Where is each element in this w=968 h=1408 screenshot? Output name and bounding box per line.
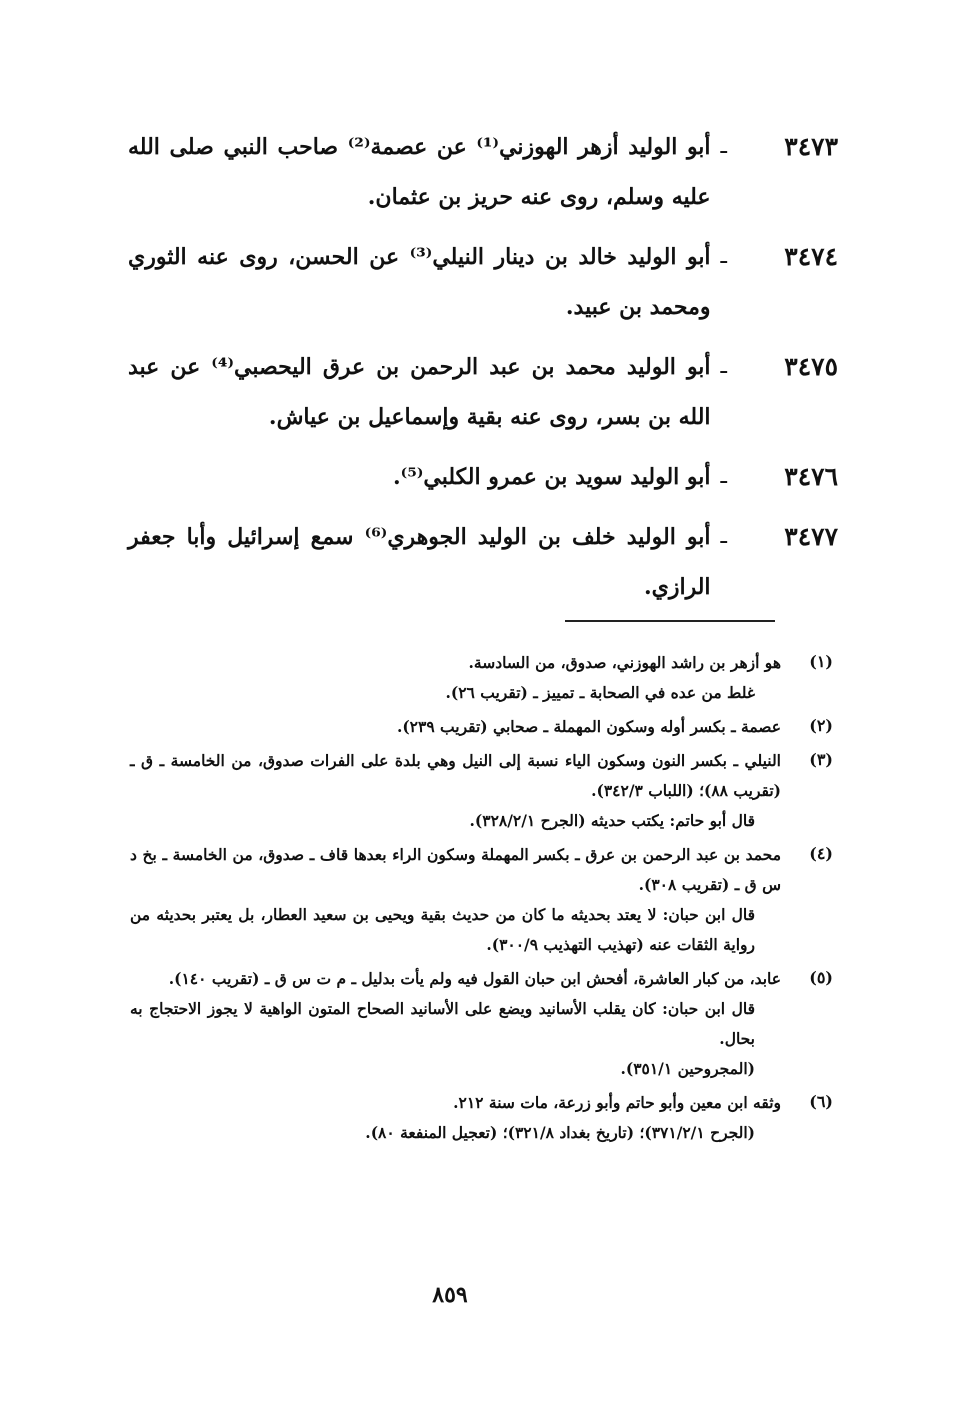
footnote-number: (٣) — [809, 750, 833, 769]
footnote-line: قال أبو حاتم: يكتب حديثه (الجرح ٣٢٨/٢/١). — [469, 811, 755, 830]
footnote-line: (الجرح ٣٧١/٢/١)؛ (تاريخ بغداد ٣٢١/٨)؛ (تعجيل المنفعة ٨٠). — [365, 1123, 755, 1142]
entry-number: ٣٤٧٤ — [784, 242, 838, 271]
footnotes — [130, 648, 833, 1152]
entry-dash: ـ — [720, 464, 727, 489]
entry-number: ٣٤٧٧ — [784, 522, 838, 551]
entry — [128, 512, 838, 612]
footnote — [130, 648, 833, 708]
entry — [128, 452, 838, 502]
entry — [128, 122, 838, 222]
footnote-line: قال ابن حبان: لا يعتد بحديثه ما كان من حديث بقية ويحيى بن سعيد العطار، بل يعتبر بحديثه من رواية الثقات عنه (تهذيب التهذيب ٣٠٠/٩). — [130, 905, 755, 954]
entry-dash: ـ — [720, 244, 727, 269]
entry-text: أبو الوليد أزهر الهوزني⁽¹⁾ عن عصمة⁽²⁾ صاحب النبي صلى الله عليه وسلم، روى عنه حريز بن عثمان. — [128, 134, 711, 210]
footnote-line: محمد بن عبد الرحمن بن عرق ـ بكسر المهملة وسكون الراء بعدها قاف ـ صدوق، من الخامسة ـ بخ د س ق ـ (تقريب ٣٠٨). — [130, 845, 781, 894]
footnote-line: النيلي ـ بكسر النون وسكون الياء نسبة إلى النيل وهي بلدة على الفرات صدوق، من الخامسة ـ ق ـ (تقريب ٨٨)؛ (اللباب ٣٤٢/٣). — [130, 751, 781, 800]
footnote — [130, 746, 833, 836]
footnote-line: عابد، من كبار العاشرة، أفحش ابن حبان القول فيه ولم يأت بدليل ـ م ت س ق ـ (تقريب ١٤٠). — [168, 969, 781, 988]
footnote-line: وثقه ابن معين وأبو حاتم وأبو زرعة، مات سنة ٢١٢. — [453, 1093, 781, 1112]
footnote-line: عصمة ـ بكسر أوله وسكون المهملة ـ صحابي (تقريب ٢٣٩). — [396, 717, 781, 736]
footnote — [130, 1088, 833, 1148]
entry — [128, 342, 838, 442]
footnote — [130, 712, 833, 742]
entries-list — [128, 122, 838, 622]
entry-number: ٣٤٧٥ — [784, 352, 838, 381]
footnote-line: غلط من عده في الصحابة ـ تمييز ـ (تقريب ٢٦). — [445, 683, 755, 702]
entry-number: ٣٤٧٣ — [784, 132, 838, 161]
footnote-line: (المجروحين ٣٥١/١). — [620, 1059, 755, 1078]
entry-number: ٣٤٧٦ — [784, 462, 838, 491]
footnote-separator — [565, 620, 775, 622]
footnote-number: (١) — [809, 652, 833, 671]
entry-dash: ـ — [720, 134, 727, 159]
footnote-line: قال ابن حبان: كان يقلب الأسانيد ويضع على الأسانيد الصحاح المتون الواهية لا يجوز الاحتجاج به بحال. — [130, 999, 755, 1048]
footnote-number: (٦) — [809, 1092, 833, 1111]
footnote-number: (٥) — [809, 968, 833, 987]
entry-dash: ـ — [720, 524, 727, 549]
entry-text: أبو الوليد خالد بن دينار النيلي⁽³⁾ عن الحسن، روى عنه الثوري ومحمد بن عبيد. — [128, 244, 711, 320]
page-number: ٨٥٩ — [432, 1282, 468, 1308]
entry-text: أبو الوليد خلف بن الوليد الجوهري⁽⁶⁾ سمع إسرائيل وأبا جعفر الرازي. — [128, 524, 711, 600]
entry-dash: ـ — [720, 354, 727, 379]
footnote-number: (٤) — [809, 844, 833, 863]
footnote — [130, 964, 833, 1084]
footnote-line: هو أزهر بن راشد الهوزني، صدوق، من السادسة. — [468, 653, 781, 672]
entry — [128, 232, 838, 332]
entry-text: أبو الوليد محمد بن عبد الرحمن بن عرق اليحصبي⁽⁴⁾ عن عبد الله بن بسر، روى عنه بقية وإسماعيل بن عياش. — [128, 354, 711, 430]
entry-text: أبو الوليد سويد بن عمرو الكلبي⁽⁵⁾. — [392, 464, 711, 490]
footnote-number: (٢) — [809, 716, 833, 735]
footnote — [130, 840, 833, 960]
